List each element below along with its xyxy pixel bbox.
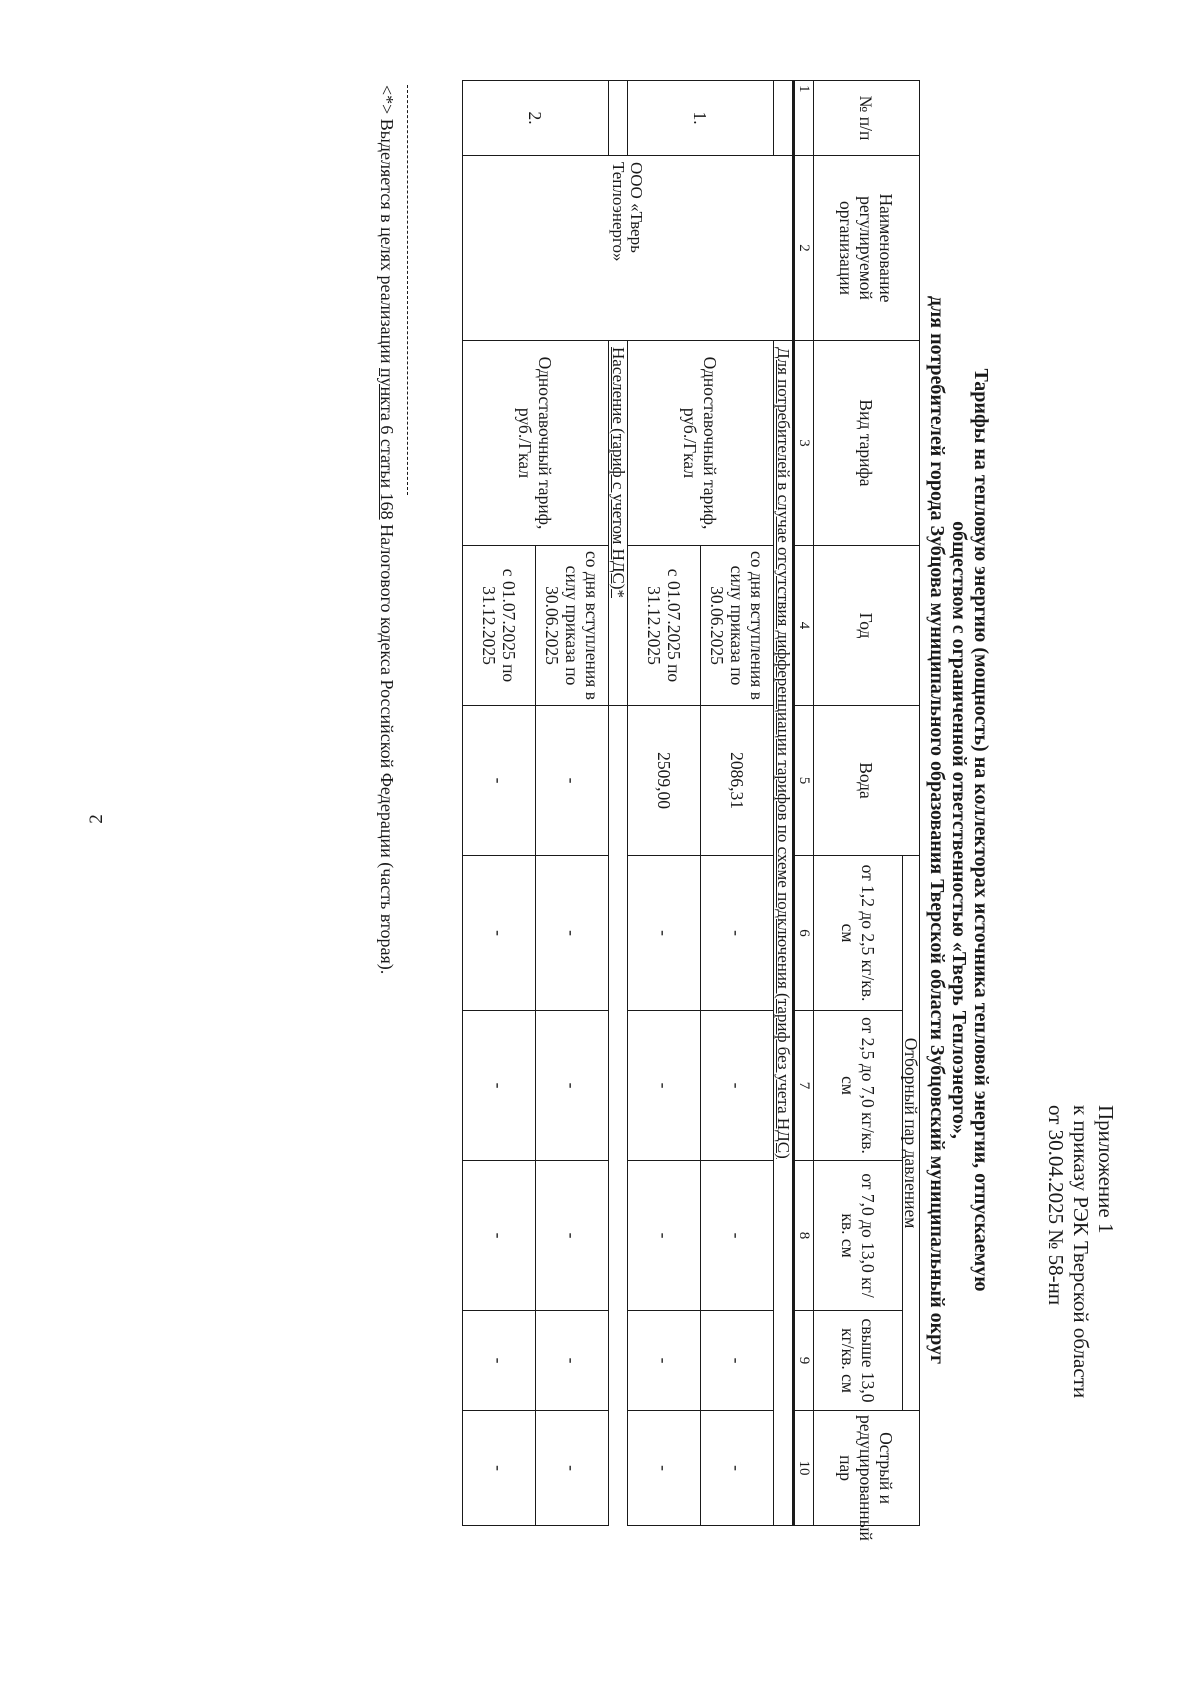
steam-4-value: - — [463, 1311, 536, 1411]
water-value: - — [536, 706, 609, 856]
appendix-line-3: от 30.04.2025 № 58-нп — [1044, 1105, 1068, 1306]
header-steam-1: от 1,2 до 2,5 кг/кв. см — [814, 856, 903, 1011]
page-number: 2 — [85, 814, 107, 824]
col-number: 10 — [794, 1411, 814, 1526]
steam-3-value: - — [701, 1161, 774, 1311]
header-row-1 — [903, 81, 920, 1526]
section-2-label — [609, 341, 628, 706]
row-no-cell — [609, 81, 628, 156]
header-water: Вода — [814, 706, 920, 856]
tariff-table — [462, 80, 921, 1541]
section-1-label — [774, 341, 794, 1526]
header-steam-2: от 2,5 до 7,0 кг/кв. см — [814, 1011, 903, 1161]
sharp-steam-value: - — [463, 1411, 536, 1526]
steam-1-value: - — [536, 856, 609, 1011]
footnote-suffix: Налогового кодекса Российской Федерации (часть вторая). — [377, 524, 397, 975]
row-no-cell — [774, 81, 794, 156]
header-sharp-steam: Острый и редуцированный пар — [814, 1411, 920, 1526]
steam-2-value: - — [463, 1011, 536, 1161]
title-line-1: Тарифы на тепловую энергию (мощность) на коллекторах источника тепловой энергии, отпускаемую — [970, 368, 992, 1292]
water-value: 2509,00 — [628, 706, 701, 856]
steam-1-value: - — [463, 856, 536, 1011]
title-line-3: для потребителей города Зубцова муниципального образования Тверской области Зубцовский муниципальный округ — [926, 295, 948, 1365]
col-number: 6 — [794, 856, 814, 1011]
steam-4-value: - — [628, 1311, 701, 1411]
col-number: 1 — [794, 81, 814, 156]
steam-2-value: - — [701, 1011, 774, 1161]
steam-1-value: - — [628, 856, 701, 1011]
period: с 01.07.2025 по 31.12.2025 — [463, 546, 536, 706]
org-name: ООО «Тверь Теплоэнерго» — [463, 156, 794, 341]
footnote-prefix: <*> Выделяется в целях реализации — [377, 85, 397, 364]
appendix-block — [1043, 1105, 1118, 1625]
col-number: 9 — [794, 1311, 814, 1411]
sharp-steam-value: - — [701, 1411, 774, 1526]
section-2-text: Население (тариф с учетом НДС)* — [609, 347, 628, 598]
section-row-1 — [774, 81, 794, 1526]
sharp-steam-value: - — [536, 1411, 609, 1526]
col-number: 4 — [794, 546, 814, 706]
period: с 01.07.2025 по 31.12.2025 — [628, 546, 701, 706]
col-number: 2 — [794, 156, 814, 341]
row-no: 2. — [463, 81, 609, 156]
steam-3-value: - — [463, 1161, 536, 1311]
steam-2-value: - — [628, 1011, 701, 1161]
header-org: Наименование регулируемой организации — [814, 156, 920, 341]
steam-4-value: - — [536, 1311, 609, 1411]
tariff-type: Одноставочный тариф, руб./Гкал — [463, 341, 609, 546]
steam-4-value: - — [701, 1311, 774, 1411]
steam-2-value: - — [536, 1011, 609, 1161]
appendix-line-2: к приказу РЭК Тверской области — [1069, 1105, 1093, 1399]
title-line-2: обществом с ограниченной ответственностью «Тверь Теплоэнерго», — [948, 521, 970, 1139]
sharp-steam-value: - — [628, 1411, 701, 1526]
period: со дня вступления в силу приказа по 30.06.2025 — [536, 546, 609, 706]
col-number: 8 — [794, 1161, 814, 1311]
footnote-separator — [407, 85, 408, 495]
section-2-blank — [609, 706, 628, 1526]
header-steam-4: свыше 13,0 кг/кв. см — [814, 1311, 903, 1411]
row-no: 1. — [628, 81, 774, 156]
header-steam-group: Отборный пар давлением — [903, 856, 920, 1411]
document-title — [926, 30, 992, 1630]
steam-3-value: - — [536, 1161, 609, 1311]
header-year: Год — [814, 546, 920, 706]
header-steam-3: от 7,0 до 13,0 кг/кв. см — [814, 1161, 903, 1311]
rotated-page-content — [90, 30, 1130, 1630]
footnote — [376, 85, 398, 1585]
steam-3-value: - — [628, 1161, 701, 1311]
section-1-text: Для потребителей в случае отсутствия дифференциации тарифов по схеме подключения (тариф без учета НДС) — [774, 347, 793, 1159]
period: со дня вступления в силу приказа по 30.06.2025 — [701, 546, 774, 706]
col-number: 3 — [794, 341, 814, 546]
water-value: - — [463, 706, 536, 856]
col-number: 5 — [794, 706, 814, 856]
water-value: 2086,31 — [701, 706, 774, 856]
steam-1-value: - — [701, 856, 774, 1011]
tariff-type: Одноставочный тариф, руб./Гкал — [628, 341, 774, 546]
col-number: 7 — [794, 1011, 814, 1161]
footnote-link[interactable]: пункта 6 статьи 168 — [377, 368, 397, 520]
header-no: № п/п — [814, 81, 920, 156]
column-numbers-row — [794, 81, 814, 1526]
header-tariff-type: Вид тарифа — [814, 341, 920, 546]
appendix-line-1: Приложение 1 — [1094, 1105, 1118, 1234]
